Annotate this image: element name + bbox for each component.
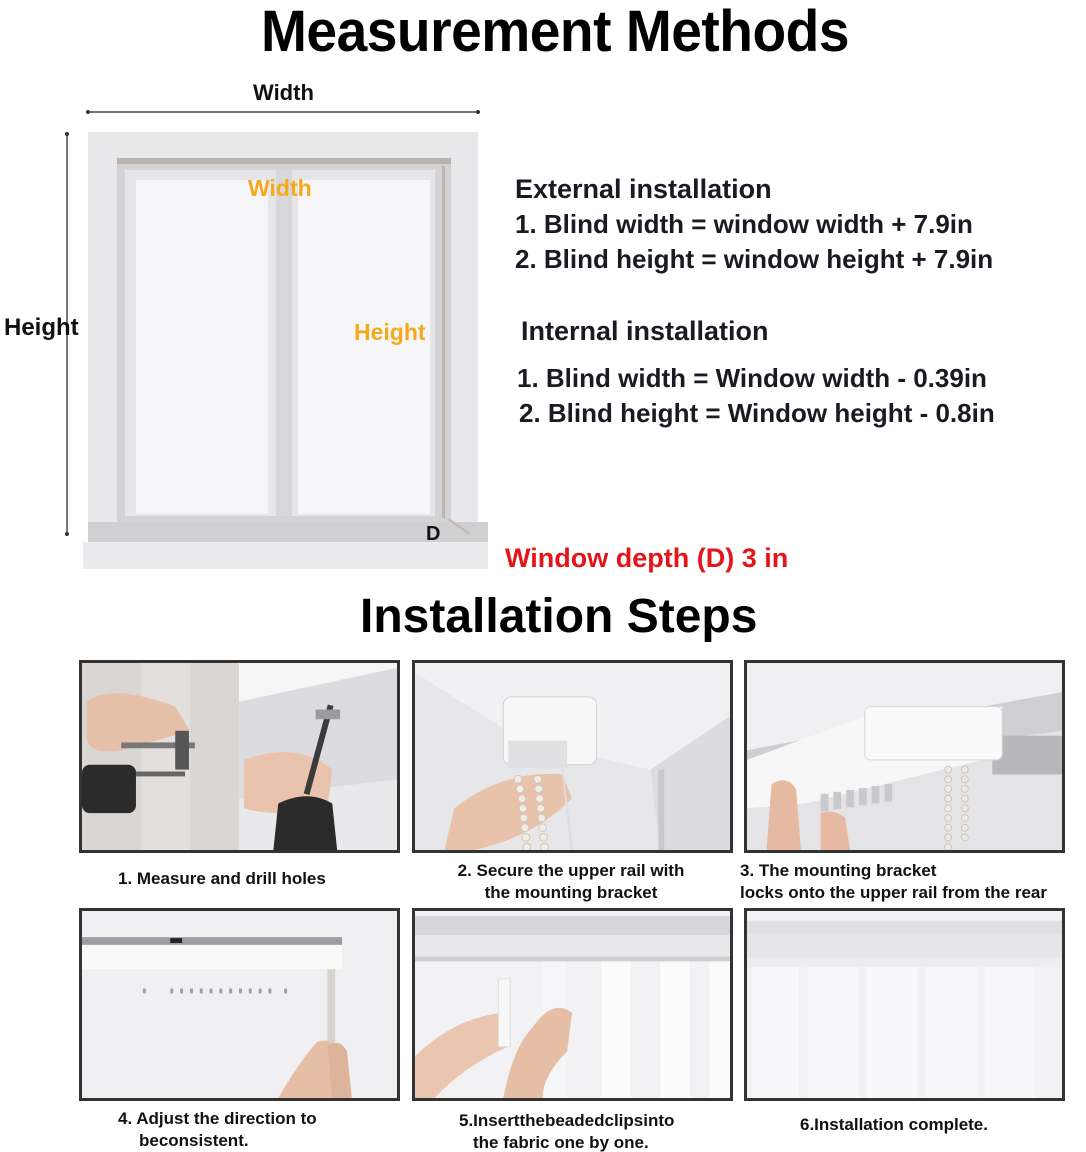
step-1-caption-line-1: 1. Measure and drill holes <box>118 869 326 888</box>
internal-installation-section <box>517 361 995 431</box>
step-3-caption-line-2: locks onto the upper rail from the rear <box>740 883 1048 902</box>
step-3-caption-line-1: 3. The mounting bracket <box>740 861 937 880</box>
step-1-caption <box>118 868 326 890</box>
internal-formula-height: 2. Blind height = Window height - 0.8in <box>519 398 995 428</box>
step-4-caption-line-2: beconsistent. <box>139 1131 249 1150</box>
internal-heading-wrap <box>521 314 769 349</box>
step-2-caption-line-2: the mounting bracket <box>484 883 658 902</box>
step-2-caption <box>442 860 700 904</box>
step-5-caption-line-2: the fabric one by one. <box>473 1133 649 1152</box>
step-5-caption <box>459 1110 674 1152</box>
step-6-caption-line-1: 6.Installation complete. <box>800 1115 988 1134</box>
step-2-image <box>412 660 733 853</box>
step-3-image <box>744 660 1065 853</box>
step-4-caption-line-1: 4. Adjust the direction to <box>118 1109 317 1128</box>
step-4-image <box>79 908 400 1101</box>
width-dimension-line <box>88 111 478 113</box>
outer-height-label: Height <box>4 314 79 341</box>
step-3-caption <box>740 860 1047 904</box>
external-heading: External installation <box>515 174 772 204</box>
step-4-caption <box>118 1108 317 1152</box>
depth-marker: D <box>426 523 441 545</box>
external-formula-height: 2. Blind height = window height + 7.9in <box>515 244 994 274</box>
page-title: Measurement Methods <box>260 0 850 64</box>
window-pane-right <box>298 180 430 514</box>
step-5-image <box>412 908 733 1101</box>
window-depth-note: Window depth (D) 3 in <box>505 543 789 573</box>
step-2-caption-line-1: 2. Secure the upper rail with <box>457 861 685 880</box>
inner-height-label: Height <box>354 319 426 345</box>
step-6-image <box>744 908 1065 1101</box>
outer-width-label: Width <box>253 80 314 105</box>
installation-steps-title: Installation Steps <box>360 590 758 643</box>
external-installation-section <box>515 172 993 277</box>
window-pane-left <box>136 180 268 514</box>
step-6-caption <box>800 1114 988 1136</box>
step-5-caption-line-1: 5.Insertthebeadedclipsinto <box>459 1111 675 1130</box>
window-sill-front <box>83 542 488 569</box>
internal-heading: Internal installation <box>521 316 769 346</box>
inner-width-label: Width <box>248 175 312 201</box>
step-1-image <box>79 660 400 853</box>
external-formula-width: 1. Blind width = window width + 7.9in <box>515 209 973 239</box>
window-mullion <box>276 170 292 516</box>
internal-formula-width: 1. Blind width = Window width - 0.39in <box>517 363 987 393</box>
window-side-rail <box>442 166 445 518</box>
